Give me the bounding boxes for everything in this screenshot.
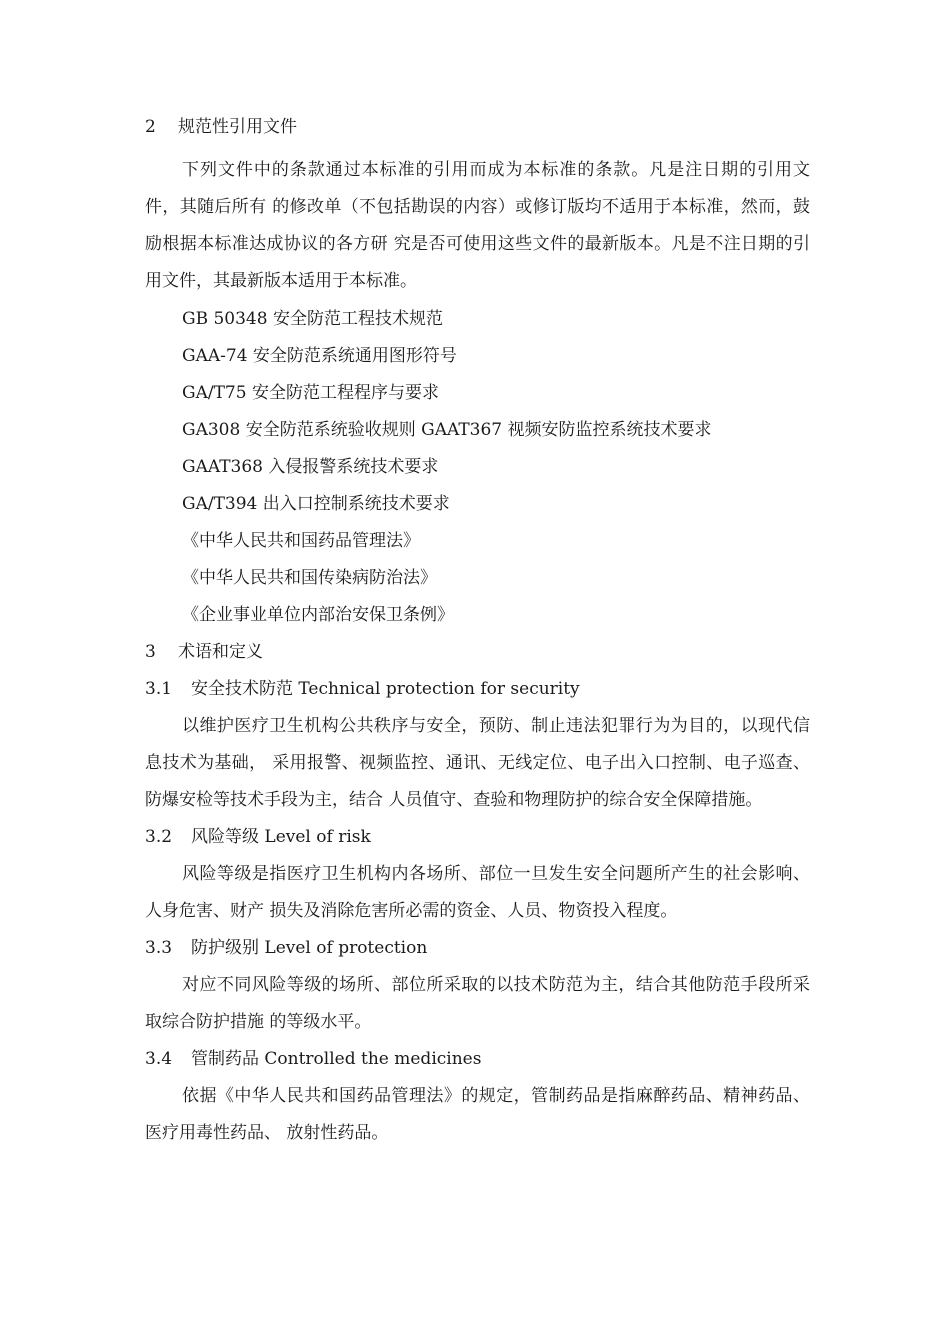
term-3-1-paragraph: 以维护医疗卫生机构公共秩序与安全，预防、制止违法犯罪行为为目的，以现代信息技术为基础， 采用报警、视频监控、通讯、无线定位、电子出入口控制、电子巡查、防爆安检等技术手段为主，结合 人员值守、查验和物理防护的综合安全保障措施。 <box>145 716 810 810</box>
reference-list <box>145 307 810 627</box>
reference-item: 《企业事业单位内部治安保卫条例》 <box>182 605 454 625</box>
reference-item: GAA-74 安全防范系统通用图形符号 <box>182 346 457 366</box>
term-3-4-heading <box>145 1047 810 1071</box>
section-2-paragraph: 下列文件中的条款通过本标准的引用而成为本标准的条款。凡是注日期的引用文件，其随后所有 的修改单（不包括勘误的内容）或修订版均不适用于本标准，然而，鼓励根据本标准达成协议的各方研 究是否可使用这些文件的最新版本。凡是不注日期的引用文件，其最新版本适用于本标准。 <box>145 160 810 291</box>
term-3-1-heading <box>145 677 810 701</box>
section-3-title: 术语和定义 <box>178 642 263 662</box>
term-title: 安全技术防范 Technical protection for security <box>191 679 580 699</box>
section-2-number: 2 <box>145 117 156 137</box>
term-number: 3.2 <box>145 827 173 847</box>
section-2-title: 规范性引用文件 <box>178 117 297 137</box>
term-3-2-paragraph: 风险等级是指医疗卫生机构内各场所、部位一旦发生安全问题所产生的社会影响、人身危害、财产 损失及消除危害所必需的资金、人员、物资投入程度。 <box>145 864 810 921</box>
reference-item: GB 50348 安全防范工程技术规范 <box>182 309 443 329</box>
reference-item: GA308 安全防范系统验收规则 GAAT367 视频安防监控系统技术要求 <box>182 420 712 440</box>
section-3-number: 3 <box>145 642 156 662</box>
reference-item: GAAT368 入侵报警系统技术要求 <box>182 457 439 477</box>
term-title: 风险等级 Level of risk <box>191 827 371 847</box>
term-3-3-paragraph: 对应不同风险等级的场所、部位所采取的以技术防范为主，结合其他防范手段所采取综合防护措施 的等级水平。 <box>145 975 810 1032</box>
reference-item: 《中华人民共和国药品管理法》 <box>182 531 420 551</box>
term-title: 管制药品 Controlled the medicines <box>191 1049 482 1069</box>
term-3-3-heading <box>145 936 810 960</box>
section-2-heading <box>145 115 810 139</box>
term-title: 防护级别 Level of protection <box>191 938 428 958</box>
term-3-4-paragraph: 依据《中华人民共和国药品管理法》的规定，管制药品是指麻醉药品、精神药品、医疗用毒性药品、 放射性药品。 <box>145 1086 810 1143</box>
reference-item: 《中华人民共和国传染病防治法》 <box>182 568 437 588</box>
term-number: 3.4 <box>145 1049 173 1069</box>
reference-item: GA/T75 安全防范工程程序与要求 <box>182 383 439 403</box>
term-number: 3.1 <box>145 679 173 699</box>
document-body <box>145 115 810 1152</box>
term-3-2-heading <box>145 825 810 849</box>
section-3-heading <box>145 640 810 664</box>
term-number: 3.3 <box>145 938 173 958</box>
reference-item: GA/T394 出入口控制系统技术要求 <box>182 494 450 514</box>
